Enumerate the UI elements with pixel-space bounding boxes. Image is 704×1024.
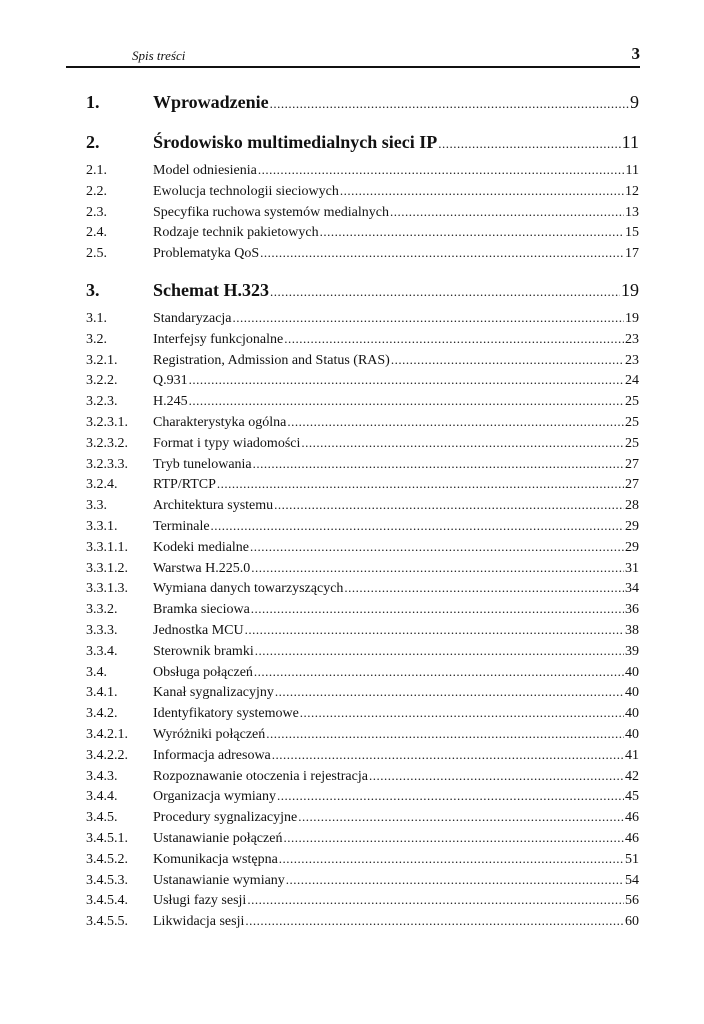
toc-entry-number: 3.3.1. <box>86 518 118 534</box>
toc-entry-page: 27 <box>625 477 639 493</box>
toc-entry-number: 3.4.2.2. <box>86 747 128 763</box>
toc-entry-page: 56 <box>625 893 639 909</box>
dot-leader <box>272 745 624 766</box>
toc-entry-number: 3.4.2. <box>86 706 118 722</box>
toc-entry <box>86 454 639 475</box>
dot-leader <box>279 849 624 870</box>
toc-entry <box>86 243 639 264</box>
toc-chapter-entry <box>86 276 639 304</box>
toc-entry-title: H.245 <box>153 394 188 410</box>
toc-entry-title: Wymiana danych towarzyszących <box>153 581 344 597</box>
toc-entry <box>86 329 639 350</box>
toc-entry-title: Rozpoznawanie otoczenia i rejestracja <box>153 768 368 784</box>
toc-entry-number: 3.4.4. <box>86 789 118 805</box>
dot-leader <box>283 828 624 849</box>
toc-entry <box>86 558 639 579</box>
dot-leader <box>287 412 624 433</box>
toc-entry <box>86 308 639 329</box>
toc-entry-title: Środowisko multimedialnych sieci IP <box>153 132 438 152</box>
dot-leader <box>270 278 620 306</box>
toc-entry-number: 3.2.3. <box>86 394 118 410</box>
toc-entry <box>86 703 639 724</box>
dot-leader <box>298 807 624 828</box>
dot-leader <box>390 202 624 223</box>
toc-entry-page: 46 <box>625 830 639 846</box>
dot-leader <box>270 90 629 118</box>
toc-entry-number: 3.4.1. <box>86 685 118 701</box>
toc-entry-page: 42 <box>625 768 639 784</box>
dot-leader <box>275 682 624 703</box>
toc-entry-number: 3.3.2. <box>86 602 118 618</box>
toc-entry-number: 3.4.5.4. <box>86 893 128 909</box>
toc-entry-page: 29 <box>625 518 639 534</box>
toc-entry-page: 40 <box>625 685 639 701</box>
toc-entry <box>86 682 639 703</box>
toc-entry-number: 3.4.5.2. <box>86 851 128 867</box>
toc-entry-page: 11 <box>621 132 639 152</box>
toc-entry-page: 46 <box>625 810 639 826</box>
toc-entry-title: Bramka sieciowa <box>153 602 250 618</box>
toc-entry-number: 2.5. <box>86 246 107 262</box>
dot-leader <box>217 474 624 495</box>
toc-entry-title: Kodeki medialne <box>153 539 250 555</box>
toc-entry-number: 3.4.2.1. <box>86 726 128 742</box>
toc-entry-number: 3.4.5.1. <box>86 830 128 846</box>
toc-entry <box>86 807 639 828</box>
toc-entry-number: 3.4.5. <box>86 810 118 826</box>
toc-entry-number: 3.4.5.3. <box>86 872 128 888</box>
toc-entry-number: 3.2.3.2. <box>86 435 128 451</box>
toc-entry <box>86 786 639 807</box>
toc-entry-title: Specyfika ruchowa systemów medialnych <box>153 204 389 220</box>
toc-entry-title: Warstwa H.225.0 <box>153 560 251 576</box>
toc-entry-page: 19 <box>625 310 639 326</box>
toc-entry-title: Rodzaje technik pakietowych <box>153 225 319 241</box>
toc-entry-number: 2. <box>86 132 100 152</box>
toc-entry <box>86 662 639 683</box>
toc-entry-number: 3.3.1.3. <box>86 581 128 597</box>
toc-entry-page: 29 <box>625 539 639 555</box>
toc-entry-title: Schemat H.323 <box>153 279 269 300</box>
toc-entry-page: 9 <box>630 92 639 112</box>
toc-entry <box>86 181 639 202</box>
toc-entry-number: 2.1. <box>86 163 107 178</box>
toc-entry <box>86 745 639 766</box>
dot-leader <box>254 662 624 683</box>
toc-entry-page: 40 <box>625 726 639 742</box>
toc-entry-page: 24 <box>625 373 639 389</box>
toc-entry <box>86 724 639 745</box>
dot-leader <box>286 870 624 891</box>
toc-entry-page: 40 <box>625 706 639 722</box>
toc-entry-title: RTP/RTCP <box>153 477 216 493</box>
toc-entry-title: Q.931 <box>153 373 188 389</box>
toc-entry-title: Standaryzacja <box>153 310 232 326</box>
toc-entry-title: Interfejsy funkcjonalne <box>153 331 284 347</box>
toc-entry-number: 3. <box>86 279 100 300</box>
header-title: Spis treści <box>132 48 186 63</box>
toc-entry-page: 25 <box>625 394 639 410</box>
dot-leader <box>251 558 624 579</box>
toc-entry-number: 3.2.4. <box>86 477 118 493</box>
dot-leader <box>245 620 624 641</box>
toc-entry-page: 17 <box>625 246 639 262</box>
toc-entry-title: Charakterystyka ogólna <box>153 414 287 430</box>
toc-entry <box>86 911 639 932</box>
toc-entry-number: 3.3.3. <box>86 622 118 638</box>
toc-entry-title: Tryb tunelowania <box>153 456 252 472</box>
dot-leader <box>277 786 624 807</box>
toc-entry-page: 19 <box>621 279 639 300</box>
dot-leader <box>284 329 624 350</box>
toc-entry <box>86 766 639 787</box>
toc-entry <box>86 495 639 516</box>
toc-entry-page: 60 <box>625 914 639 930</box>
dot-leader <box>247 890 624 911</box>
header-page-number: 3 <box>631 44 640 63</box>
dot-leader <box>320 222 624 243</box>
toc-entry <box>86 578 639 599</box>
toc-entry-number: 1. <box>86 92 100 112</box>
dot-leader <box>266 724 624 745</box>
toc-entry <box>86 160 639 181</box>
toc-entry-page: 11 <box>625 163 639 178</box>
table-of-contents <box>86 88 639 932</box>
dot-leader <box>438 130 620 158</box>
toc-entry-title: Problematyka QoS <box>153 246 260 262</box>
toc-entry <box>86 391 639 412</box>
toc-entry-title: Model odniesienia <box>153 163 257 178</box>
toc-entry-page: 28 <box>625 498 639 514</box>
dot-leader <box>301 433 624 454</box>
toc-entry-number: 2.2. <box>86 183 107 199</box>
toc-entry-page: 39 <box>625 643 639 659</box>
toc-entry-number: 2.3. <box>86 204 107 220</box>
dot-leader <box>258 160 625 181</box>
toc-entry <box>86 433 639 454</box>
toc-entry-title: Likwidacja sesji <box>153 914 245 930</box>
toc-entry-number: 3.3.1.1. <box>86 539 128 555</box>
toc-entry <box>86 890 639 911</box>
toc-entry-title: Wyróżniki połączeń <box>153 726 266 742</box>
toc-entry-page: 54 <box>625 872 639 888</box>
toc-entry-page: 23 <box>625 352 639 368</box>
toc-entry <box>86 599 639 620</box>
dot-leader <box>253 454 624 475</box>
running-header <box>66 44 640 68</box>
toc-entry-number: 3.1. <box>86 310 107 326</box>
toc-entry <box>86 350 639 371</box>
toc-entry-title: Kanał sygnalizacyjny <box>153 685 274 701</box>
toc-entry-number: 3.3.1.2. <box>86 560 128 576</box>
toc-entry-title: Terminale <box>153 518 210 534</box>
toc-entry-title: Jednostka MCU <box>153 622 244 638</box>
toc-entry-number: 3.4. <box>86 664 107 680</box>
toc-entry <box>86 641 639 662</box>
dot-leader <box>251 599 624 620</box>
toc-entry-page: 41 <box>625 747 639 763</box>
toc-entry-title: Wprowadzenie <box>153 92 269 112</box>
toc-entry <box>86 849 639 870</box>
toc-entry-title: Registration, Admission and Status (RAS) <box>153 352 390 368</box>
toc-entry-page: 15 <box>625 225 639 241</box>
dot-leader <box>369 766 624 787</box>
toc-entry <box>86 516 639 537</box>
toc-entry-number: 3.3.4. <box>86 643 118 659</box>
toc-entry-page: 27 <box>625 456 639 472</box>
toc-entry-number: 2.4. <box>86 225 107 241</box>
toc-entry <box>86 620 639 641</box>
toc-entry-number: 3.4.5.5. <box>86 914 128 930</box>
dot-leader <box>255 641 624 662</box>
toc-entry <box>86 222 639 243</box>
toc-entry-page: 34 <box>625 581 639 597</box>
toc-entry-title: Architektura systemu <box>153 498 274 514</box>
dot-leader <box>344 578 624 599</box>
toc-entry-title: Sterownik bramki <box>153 643 254 659</box>
dot-leader <box>391 350 624 371</box>
toc-entry-number: 3.2.3.3. <box>86 456 128 472</box>
toc-entry-title: Format i typy wiadomości <box>153 435 301 451</box>
toc-entry-page: 13 <box>625 204 639 220</box>
toc-entry-number: 3.2.2. <box>86 373 118 389</box>
toc-entry-page: 25 <box>625 435 639 451</box>
toc-entry-page: 31 <box>625 560 639 576</box>
toc-entry-page: 38 <box>625 622 639 638</box>
toc-entry-number: 3.2. <box>86 331 107 347</box>
dot-leader <box>211 516 624 537</box>
toc-entry-page: 51 <box>625 851 639 867</box>
toc-entry-title: Ustanawianie połączeń <box>153 830 283 846</box>
dot-leader <box>260 243 624 264</box>
toc-entry-title: Ewolucja technologii sieciowych <box>153 183 339 199</box>
toc-entry-number: 3.3. <box>86 498 107 514</box>
dot-leader <box>340 181 624 202</box>
toc-entry <box>86 474 639 495</box>
toc-entry-title: Usługi fazy sesji <box>153 893 247 909</box>
toc-entry <box>86 828 639 849</box>
toc-entry-page: 12 <box>625 183 639 199</box>
dot-leader <box>300 703 624 724</box>
dot-leader <box>274 495 624 516</box>
dot-leader <box>233 308 624 329</box>
toc-entry-title: Informacja adresowa <box>153 747 271 763</box>
toc-entry-page: 45 <box>625 789 639 805</box>
toc-entry <box>86 202 639 223</box>
dot-leader <box>250 537 624 558</box>
toc-entry <box>86 870 639 891</box>
toc-entry-page: 36 <box>625 602 639 618</box>
dot-leader <box>189 370 624 391</box>
toc-entry-page: 23 <box>625 331 639 347</box>
toc-entry-number: 3.2.3.1. <box>86 414 128 430</box>
toc-entry-title: Komunikacja wstępna <box>153 851 278 867</box>
toc-entry <box>86 412 639 433</box>
toc-entry-number: 3.2.1. <box>86 352 118 368</box>
toc-chapter-entry <box>86 128 639 156</box>
toc-entry-page: 40 <box>625 664 639 680</box>
toc-entry-title: Organizacja wymiany <box>153 789 276 805</box>
toc-entry <box>86 537 639 558</box>
toc-entry <box>86 370 639 391</box>
toc-entry-title: Ustanawianie wymiany <box>153 872 285 888</box>
dot-leader <box>245 911 624 932</box>
toc-entry-title: Procedury sygnalizacyjne <box>153 810 298 826</box>
toc-entry-number: 3.4.3. <box>86 768 118 784</box>
toc-entry-title: Obsługa połączeń <box>153 664 253 680</box>
dot-leader <box>189 391 624 412</box>
toc-chapter-entry <box>86 88 639 116</box>
toc-entry-title: Identyfikatory systemowe <box>153 706 299 722</box>
toc-entry-page: 25 <box>625 414 639 430</box>
